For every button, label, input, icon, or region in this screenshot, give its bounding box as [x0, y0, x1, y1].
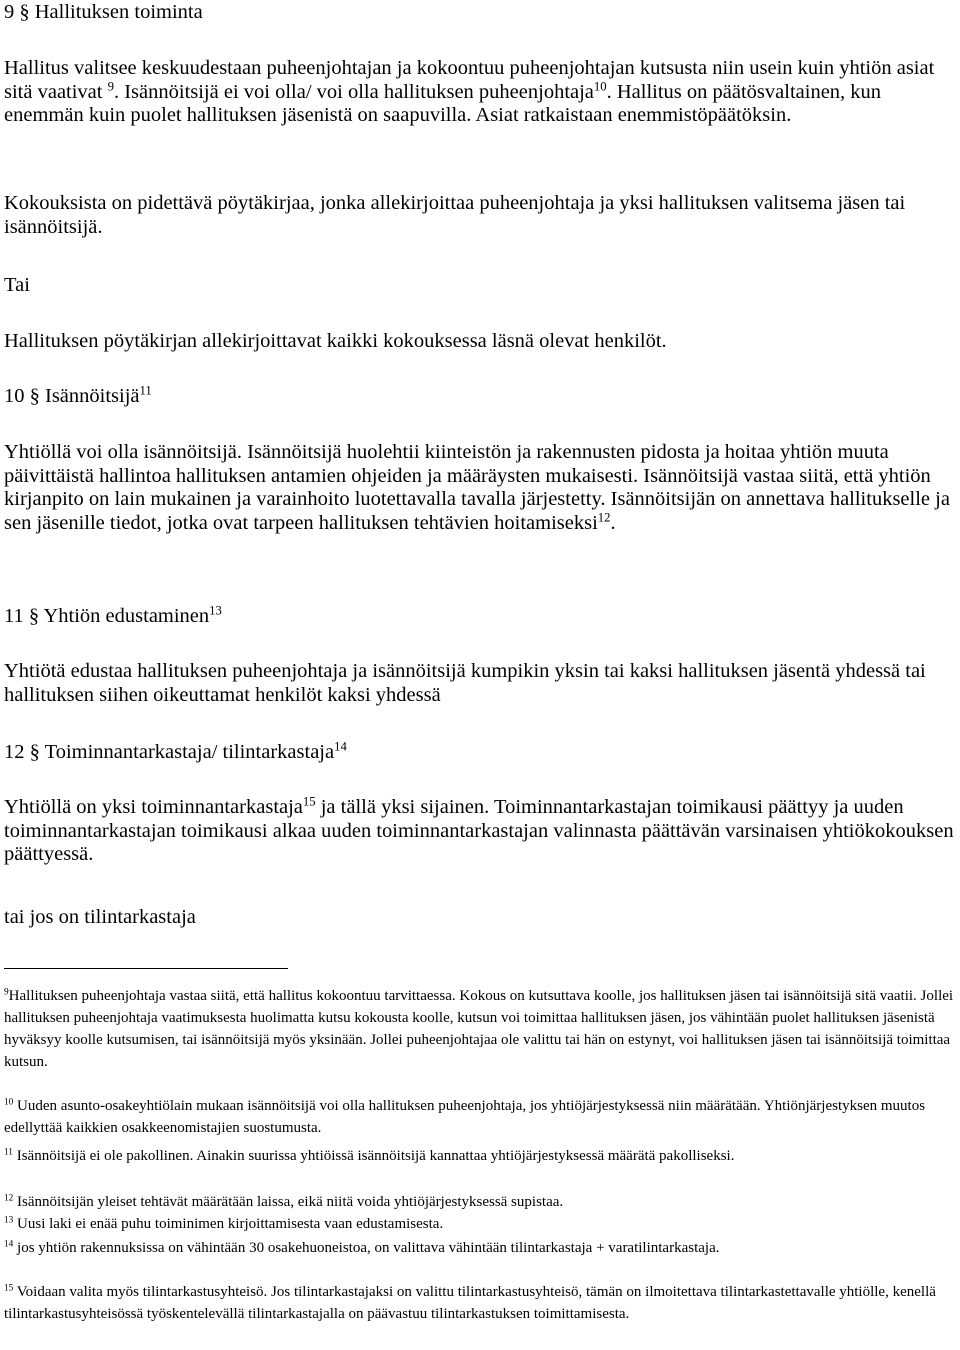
- footnote-number: 9: [4, 987, 9, 998]
- section-11-paragraph-1: Yhtiötä edustaa hallituksen puheenjohtaja ja isännöitsijä kumpikin yksin tai kaksi hallituksen jäsentä yhdessä tai hallituksen siihen oikeuttamat henkilöt kaksi yhdessä: [4, 660, 926, 706]
- footnote-number: 14: [4, 1239, 14, 1250]
- footnote-number: 15: [4, 1283, 14, 1294]
- section-10-heading: 10 § Isännöitsijä$^{11}$: [4, 383, 152, 407]
- footnote-ref-14[interactable]: 14: [334, 739, 347, 754]
- footnote-12: $^{12}$ Isännöitsijän yleiset tehtävät määrätään laissa, eikä niitä voida yhtiöjärjestyksessä supistaa.: [4, 1193, 564, 1210]
- section-9-paragraph-4: Hallituksen pöytäkirjan allekirjoittavat kaikki kokouksessa läsnä olevat henkilöt.: [4, 330, 667, 352]
- section-12-heading: 12 § Toiminnantarkastaja/ tilintarkastaja$^{14}$: [4, 739, 347, 763]
- section-12-paragraph-1: Yhtiöllä on yksi toiminnantarkastaja$^{15}$ ja tällä yksi sijainen. Toiminnantarkastajan toimikausi päättyy ja uuden toiminnantarkastajan toimikausi alkaa uuden toiminnantarkastajan valinnasta päättävän varsinaisen yhtiökokouksen päättyessä.: [4, 794, 954, 865]
- footnote-13: $^{13}$ Uusi laki ei enää puhu toiminimen kirjoittamisesta vaan edustamisesta.: [4, 1215, 444, 1232]
- footnote-ref-12[interactable]: 12: [597, 509, 611, 524]
- section-10-paragraph-1: Yhtiöllä voi olla isännöitsijä. Isännöitsijä huolehtii kiinteistön ja rakennusten pidosta ja hoitaa yhtiön muuta päivittäistä hallintoa hallituksen antamien ohjeiden ja määräysten mukaisesti. Isännöitsijä vastaa siitä, että yhtiön kirjanpito on lain mukainen ja varainhoito luotettavalla tavalla järjestetty. Isännöitsijän on annettava hallitukselle ja sen jäsenille tiedot, jotka ovat tarpeen hallituksen tehtävien hoitamiseksi$^{12}$.: [4, 441, 950, 534]
- footnote-9: $^9$Hallituksen puheenjohtaja vastaa siitä, että hallitus kokoontuu tarvittaessa. Kokous on kutsuttava koolle, jos hallituksen jäsen tai isännöitsijä sitä vaatii. Jollei hallituksen puheenjohtaja vaatimuksesta huolimatta kutsu kokousta koolle, kutsun voi toimittaa hallituksen jäsen, jos vähintään puolet hallituksen jäsenistä hyväksyy koolle kutsumisen, tai isännöitsijä myös yksinään. Jollei puheenjohtajaa ole valittu tai hän on estynyt, voi hallituksen jäsen tai isännöitsijä toimittaa kutsun.: [4, 987, 954, 1070]
- section-9-heading: 9 § Hallituksen toiminta: [4, 1, 203, 23]
- footnote-ref-9[interactable]: 9: [107, 78, 114, 93]
- section-9-paragraph-2: Kokouksista on pidettävä pöytäkirjaa, jonka allekirjoittaa puheenjohtaja ja yksi hallituksen valitsema jäsen tai isännöitsijä.: [4, 192, 906, 238]
- footnote-ref-15[interactable]: 15: [302, 794, 316, 809]
- footnote-ref-13[interactable]: 13: [209, 603, 222, 618]
- footnote-number: 13: [4, 1215, 14, 1226]
- footnote-number: 12: [4, 1193, 14, 1204]
- section-11-heading: 11 § Yhtiön edustaminen$^{13}$: [4, 603, 222, 627]
- footnote-14: $^{14}$ jos yhtiön rakennuksissa on vähintään 30 osakehuoneistoa, on valittava vähintään tilintarkastaja + varatilintarkastaja.: [4, 1239, 720, 1256]
- footnote-10: $^{10}$ Uuden asunto-osakeyhtiölain mukaan isännöitsijä voi olla hallituksen puheenjohtaja, jos yhtiöjärjestyksessä niin määrätään. Yhtiönjärjestyksen muutos edellyttää kaikkien osakkeenomistajien suostumusta.: [4, 1097, 926, 1136]
- section-12-paragraph-2: tai jos on tilintarkastaja: [4, 906, 196, 928]
- footnote-ref-10[interactable]: 10: [593, 78, 607, 93]
- footnote-ref-11[interactable]: 11: [139, 383, 152, 398]
- section-9-paragraph-3: Tai: [4, 274, 30, 296]
- footnote-15: $^{15}$ Voidaan valita myös tilintarkastusyhteisö. Jos tilintarkastajaksi on valittu tilintarkastusyhteisö, tämän on ilmoitettava tilintarkastettavalle yhtiölle, kenellä tilintarkastusyhteisössä työskentelevällä tilintarkastajalla on päävastuu tilintarkastuksen toimittamisesta.: [4, 1283, 936, 1322]
- footnote-number: 11: [4, 1147, 13, 1158]
- footnote-separator: [4, 968, 288, 969]
- footnote-number: 10: [4, 1097, 14, 1108]
- section-9-paragraph-1: Hallitus valitsee keskuudestaan puheenjohtajan ja kokoontuu puheenjohtajan kutsusta niin usein kuin yhtiön asiat sitä vaativat $^9$. Isännöitsijä ei voi olla/ voi olla hallituksen puheenjohtaja$^{10}$. Hallitus on päätösvaltainen, kun enemmän kuin puolet hallituksen jäsenistä on saapuvilla. Asiat ratkaistaan enemmistöpäätöksin.: [4, 57, 935, 126]
- footnote-11: $^{11}$ Isännöitsijä ei ole pakollinen. Ainakin suurissa yhtiöissä isännöitsijä kannattaa yhtiöjärjestyksessä määrätä pakolliseksi.: [4, 1147, 735, 1164]
